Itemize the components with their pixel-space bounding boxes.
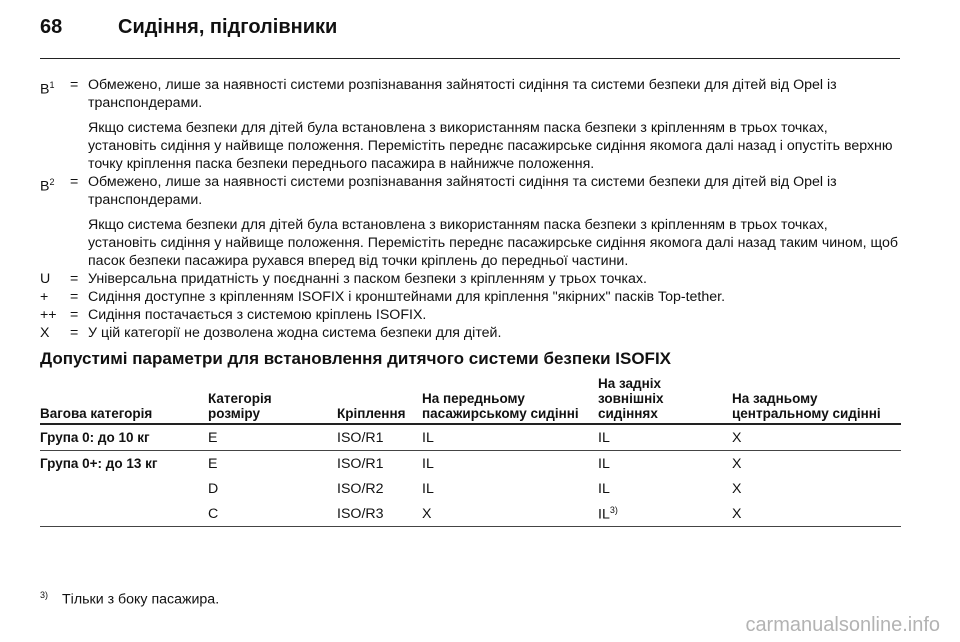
header-line: На передньому [422, 391, 525, 406]
legend-key-letter: U [40, 271, 51, 287]
col-rear-outer-seats [598, 376, 732, 424]
cell-value: X [732, 429, 742, 446]
col-size-class [208, 376, 337, 424]
cell-value: X [732, 505, 742, 522]
cell-rear-center [732, 501, 901, 527]
header-line: зовнішніх [598, 391, 664, 406]
cell-fixture [337, 424, 422, 451]
legend-key-letter: X [40, 325, 50, 341]
cell-value: IL [598, 506, 610, 523]
cell-value: Група 0+: до 13 кг [40, 456, 158, 471]
legend-paragraph: Універсальна придатність у поєднанні з паском безпеки з кріпленням у трьох точках. [88, 271, 647, 287]
cell-value: Група 0: до 10 кг [40, 430, 150, 445]
cell-value: IL [598, 429, 610, 446]
legend-item [40, 270, 900, 288]
legend-key-superscript: 1 [49, 80, 55, 90]
legend-description [88, 324, 900, 342]
cell-value: IL [422, 455, 434, 472]
legend-description [88, 288, 900, 306]
cell-fixture [337, 501, 422, 527]
cell-value: ISO/R2 [337, 480, 384, 497]
cell-value: IL [422, 429, 434, 446]
cell-value: E [208, 429, 218, 446]
cell-rear-outer [598, 476, 732, 501]
legend-key-superscript: 2 [49, 177, 55, 187]
legend-key [40, 76, 70, 173]
table-row [40, 424, 901, 451]
header-line: пасажирському сидінні [422, 406, 579, 421]
header-line: Категорія [208, 391, 272, 406]
header-line: Кріплення [337, 406, 406, 421]
header-line: розміру [208, 406, 261, 421]
cell-size [208, 451, 337, 477]
col-front-passenger-seat [422, 376, 598, 424]
cell-front [422, 501, 598, 527]
cell-rear-center [732, 476, 901, 501]
legend-item [40, 324, 900, 342]
cell-value: IL [422, 480, 434, 497]
isofix-table [40, 376, 901, 527]
cell-value: ISO/R1 [337, 455, 384, 472]
cell-value: X [732, 455, 742, 472]
cell-front [422, 424, 598, 451]
footnote-ref: 3) [609, 504, 618, 515]
legend-paragraph: Якщо система безпеки для дітей була встановлена з використанням паска безпеки з кріпленням в трьох точках, установіть сидіння у найвище положення. Перемістіть переднє пасажирське сидіння якомога далі назад і опустіть верхню точку кріплення паска безпеки переднього пасажира в найнижче положення. [88, 120, 893, 172]
legend-equals: = [70, 174, 79, 190]
header-line: На задніх [598, 376, 662, 391]
cell-value: ISO/R3 [337, 505, 384, 522]
cell-group [40, 424, 208, 451]
legend-paragraph: Сидіння доступне з кріпленням ISOFIX і кронштейнами для кріплення "якірних" пасків Top-tether. [88, 289, 726, 305]
legend-key-letter: + [40, 289, 49, 305]
cell-value: IL [598, 480, 610, 497]
section-heading: Допустимі параметри для встановлення дитячого системи безпеки ISOFIX [40, 349, 672, 368]
footnote-mark: 3) [40, 590, 49, 600]
cell-rear-center [732, 451, 901, 477]
cell-value: D [208, 480, 219, 497]
cell-value: E [208, 455, 218, 472]
legend-paragraph: Якщо система безпеки для дітей була встановлена з використанням паска безпеки з кріпленням в трьох точках, установіть сидіння у найвище положення. Перемістіть переднє пасажирське сидіння якомога далі назад таким чином, щоб пасок безпеки пасажира рухався вперед від точки кріплень до передньої частини. [88, 217, 899, 269]
cell-size [208, 476, 337, 501]
cell-value: IL [598, 455, 610, 472]
cell-front [422, 451, 598, 477]
legend-paragraph: У цій категорії не дозволена жодна система безпеки для дітей. [88, 325, 502, 341]
footnote [40, 590, 219, 608]
legend-key-letter: B [40, 81, 50, 98]
cell-group [40, 476, 208, 501]
legend-equals: = [70, 77, 79, 93]
col-fixture [337, 376, 422, 424]
page-title: Сидіння, підголівники [118, 16, 338, 38]
legend-equals: = [70, 289, 79, 305]
header-line: Вагова категорія [40, 406, 153, 421]
legend-description [88, 306, 900, 324]
header-rule [40, 58, 900, 59]
legend-description [88, 76, 900, 173]
legend-key-letter: ++ [40, 307, 57, 323]
legend-key [40, 324, 70, 342]
cell-value: X [732, 480, 742, 497]
legend-description [88, 173, 900, 270]
legend-paragraph: Обмежено, лише за наявності системи розпізнавання зайнятості сидіння та системи безпеки для дітей від Opel із транспондерами. [88, 174, 837, 208]
legend-key [40, 270, 70, 288]
legend-key-letter: B [40, 178, 50, 195]
col-weight-class [40, 376, 208, 424]
page-number: 68 [40, 16, 63, 38]
cell-rear-outer [598, 451, 732, 477]
legend-paragraph: Сидіння постачається з системою кріплень ISOFIX. [88, 307, 427, 323]
legend-item [40, 306, 900, 324]
cell-group [40, 451, 208, 477]
col-rear-center-seat [732, 376, 901, 424]
cell-rear-outer [598, 424, 732, 451]
legend-item [40, 288, 900, 306]
cell-rear-center [732, 424, 901, 451]
legend-equals: = [70, 325, 79, 341]
legend-key [40, 306, 70, 324]
watermark: carmanualsonline.info [745, 614, 940, 636]
cell-fixture [337, 476, 422, 501]
cell-size [208, 424, 337, 451]
legend-key [40, 288, 70, 306]
cell-size [208, 501, 337, 527]
legend [40, 76, 900, 342]
table-row [40, 501, 901, 527]
legend-item [40, 76, 900, 173]
table-header-row [40, 376, 901, 424]
header-line: На задньому [732, 391, 818, 406]
legend-equals: = [70, 307, 79, 323]
legend-description [88, 270, 900, 288]
cell-group [40, 501, 208, 527]
cell-front [422, 476, 598, 501]
cell-fixture [337, 451, 422, 477]
legend-key [40, 173, 70, 270]
footnote-text: Тільки з боку пасажира. [62, 591, 220, 608]
cell-value: ISO/R1 [337, 429, 384, 446]
cell-value: C [208, 505, 219, 522]
header-line: сидіннях [598, 406, 658, 421]
legend-paragraph: Обмежено, лише за наявності системи розпізнавання зайнятості сидіння та системи безпеки для дітей від Opel із транспондерами. [88, 77, 837, 111]
cell-value: X [422, 505, 432, 522]
header-line: центральному сидінні [732, 406, 881, 421]
cell-rear-outer [598, 501, 732, 527]
legend-item [40, 173, 900, 270]
table-row [40, 476, 901, 501]
legend-equals: = [70, 271, 79, 287]
table-row [40, 451, 901, 477]
